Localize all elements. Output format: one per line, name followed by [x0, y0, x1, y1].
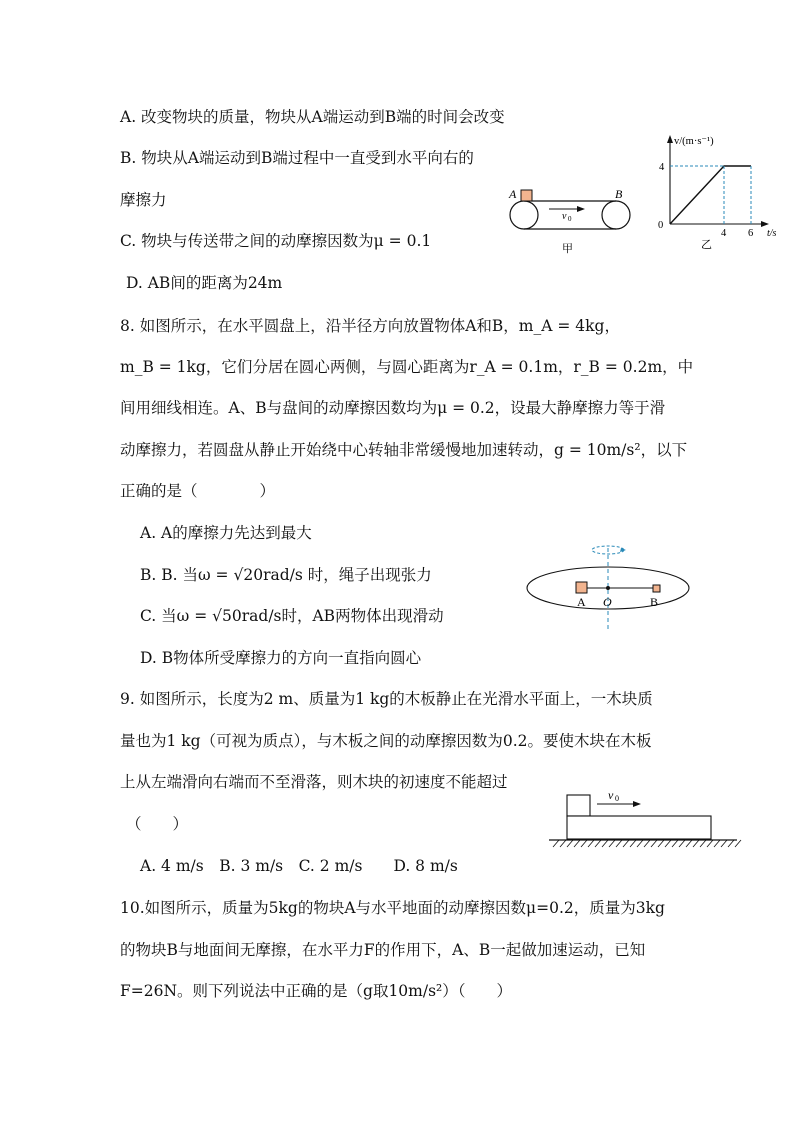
rotating-disk-figure: [525, 540, 705, 640]
q7-option-b-line1: B. 物块从A端运动到B端过程中一直受到水平向右的: [120, 149, 474, 167]
ground-hatch-mark: [567, 840, 573, 847]
board-block-figure: [545, 786, 745, 856]
q8-line-2: m_B = 1kg，它们分居在圆心两侧，与圆心距离为r_A = 0.1m，r_B = 0.2m，中: [120, 358, 694, 376]
ground-hatch-mark: [609, 840, 615, 847]
vt-y-axis-label: v/(m·s⁻¹): [674, 136, 714, 147]
ground-hatch-mark: [616, 840, 622, 847]
board-label-v: v: [608, 788, 614, 802]
vt-series-line: [670, 166, 751, 224]
vt-x-tick-label: 6: [748, 228, 754, 239]
ground-hatch-mark: [658, 840, 664, 847]
ground-hatch-mark: [728, 840, 734, 847]
vt-x-tick-label: 4: [721, 228, 727, 239]
q9-line-1: 9. 如图所示，长度为2 m、质量为1 kg的木板静止在光滑水平面上，一木块质: [120, 690, 653, 708]
disk-label-o: O: [603, 595, 612, 609]
ground-hatch-mark: [665, 840, 671, 847]
belt-label-a: A: [509, 187, 517, 201]
ground-hatch-mark: [651, 840, 657, 847]
ground-hatch-mark: [560, 840, 566, 847]
ground-hatch-mark: [707, 840, 713, 847]
q8-option-b: B. B. 当ω = √20rad/s 时，绳子出现张力: [140, 566, 432, 584]
vt-origin-label: 0: [658, 220, 664, 231]
ground-hatch-mark: [588, 840, 594, 847]
ground-hatch-mark: [721, 840, 727, 847]
q9-line-3: 上从左端滑向右端而不至滑落，则木块的初速度不能超过: [120, 773, 508, 791]
conveyor-belt-figure: [505, 186, 635, 256]
belt-caption: 甲: [562, 243, 573, 255]
q10-line-3: F=26N。则下列说法中正确的是（g取10m/s²）（ ）: [120, 982, 513, 1000]
vt-y-tick-label: 4: [659, 162, 665, 173]
ground-hatch-mark: [553, 840, 559, 847]
q7-option-d: D. AB间的距离为24m: [126, 274, 283, 292]
ground-hatch-mark: [672, 840, 678, 847]
ground-hatch-mark: [644, 840, 650, 847]
ground-hatch-mark: [574, 840, 580, 847]
ground-hatch-mark: [679, 840, 685, 847]
q8-option-c: C. 当ω = √50rad/s时，AB两物体出现滑动: [140, 607, 444, 625]
board-label-v-sub: 0: [615, 794, 619, 803]
q7-option-c: C. 物块与传送带之间的动摩擦因数为μ = 0.1: [120, 232, 432, 250]
vt-graph-figure: [650, 130, 790, 251]
ground-hatch-mark: [581, 840, 587, 847]
q8-line-5: 正确的是（ ）: [120, 482, 276, 500]
q9-line-4: （ ）: [126, 815, 189, 833]
q8-line-3: 间用细线相连。A、B与盘间的动摩擦因数均为μ = 0.2，设最大静摩擦力等于滑: [120, 399, 666, 417]
q8-line-4: 动摩擦力，若圆盘从静止开始绕中心转轴非常缓慢地加速转动，g = 10m/s²，以下: [120, 441, 688, 459]
ground-hatch-mark: [714, 840, 720, 847]
belt-label-v-sub: 0: [568, 215, 572, 223]
vt-caption: 乙: [701, 239, 712, 251]
q7-option-a: A. 改变物块的质量，物块从A端运动到B端的时间会改变: [120, 108, 505, 126]
q8-option-a: A. A的摩擦力先达到最大: [140, 524, 312, 542]
ground-hatch-mark: [735, 840, 741, 847]
q8-option-d: D. B物体所受摩擦力的方向一直指向圆心: [140, 649, 422, 667]
belt-label-v: v: [562, 211, 567, 222]
vt-axes: [667, 135, 769, 227]
q9-line-2: 量也为1 kg（可视为质点），与木板之间的动摩擦因数为0.2。要使木块在木板: [120, 732, 652, 750]
q7-option-b-line2: 摩擦力: [120, 191, 167, 209]
disk-label-a: A: [577, 595, 586, 609]
ground-hatch-mark: [630, 840, 636, 847]
q8-line-1: 8. 如图所示，在水平圆盘上，沿半径方向放置物体A和B，m_A = 4kg，: [120, 317, 620, 335]
ground-hatch-mark: [637, 840, 643, 847]
q10-line-2: 的物块B与地面间无摩擦，在水平力F的作用下，A、B一起做加速运动，已知: [120, 941, 646, 959]
ground-hatch-mark: [602, 840, 608, 847]
ground-hatch-mark: [623, 840, 629, 847]
q9-options: A. 4 m/s B. 3 m/s C. 2 m/s D. 8 m/s: [140, 857, 458, 875]
belt-label-b: B: [615, 187, 623, 201]
disk-label-b: B: [650, 595, 659, 609]
ground-hatch-mark: [693, 840, 699, 847]
vt-x-axis-label: t/s: [767, 228, 777, 239]
ground-hatch-mark: [595, 840, 601, 847]
ground-hatch-mark: [700, 840, 706, 847]
q10-line-1: 10.如图所示，质量为5kg的物块A与水平地面的动摩擦因数μ=0.2，质量为3kg: [120, 899, 665, 917]
ground-hatch-mark: [686, 840, 692, 847]
